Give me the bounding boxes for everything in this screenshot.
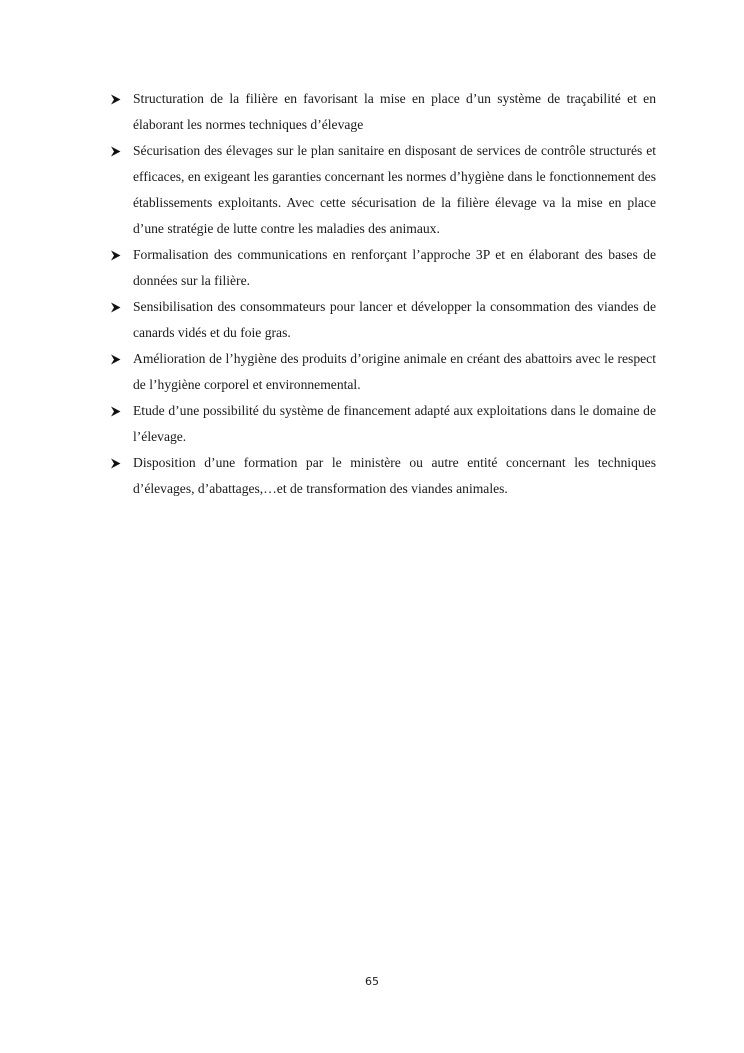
list-item xyxy=(110,450,656,502)
arrowhead-bullet-icon xyxy=(110,138,124,164)
list-item xyxy=(110,242,656,294)
list-item xyxy=(110,294,656,346)
list-item-text: Amélioration de l’hygiène des produits d’origine animale en créant des abattoirs avec le respect de l’hygiène corporel et environnemental. xyxy=(133,351,656,392)
document-body xyxy=(110,86,656,502)
bullet-list xyxy=(110,86,656,502)
arrowhead-bullet-icon xyxy=(110,86,124,112)
list-item-text: Formalisation des communications en renforçant l’approche 3P et en élaborant des bases de données sur la filière. xyxy=(133,247,656,288)
arrowhead-bullet-icon xyxy=(110,294,124,320)
arrowhead-bullet-icon xyxy=(110,346,124,372)
page-number: 65 xyxy=(365,975,379,988)
list-item-text: Sensibilisation des consommateurs pour lancer et développer la consommation des viandes de canards vidés et du foie gras. xyxy=(133,299,656,340)
list-item-text: Structuration de la filière en favorisant la mise en place d’un système de traçabilité et en élaborant les normes techniques d’élevage xyxy=(133,91,656,132)
list-item-text: Disposition d’une formation par le ministère ou autre entité concernant les techniques d’élevages, d’abattages,…et de transformation des viandes animales. xyxy=(133,455,656,496)
arrowhead-bullet-icon xyxy=(110,242,124,268)
arrowhead-bullet-icon xyxy=(110,450,124,476)
list-item xyxy=(110,86,656,138)
list-item xyxy=(110,346,656,398)
list-item xyxy=(110,138,656,242)
list-item xyxy=(110,398,656,450)
list-item-text: Etude d’une possibilité du système de financement adapté aux exploitations dans le domaine de l’élevage. xyxy=(133,403,656,444)
list-item-text: Sécurisation des élevages sur le plan sanitaire en disposant de services de contrôle structurés et efficaces, en exigeant les garanties concernant les normes d’hygiène dans le fonctionnement des établissements exploitants. Avec cette sécurisation de la filière élevage va la mise en place d’une stratégie de lutte contre les maladies des animaux. xyxy=(133,143,656,236)
arrowhead-bullet-icon xyxy=(110,398,124,424)
